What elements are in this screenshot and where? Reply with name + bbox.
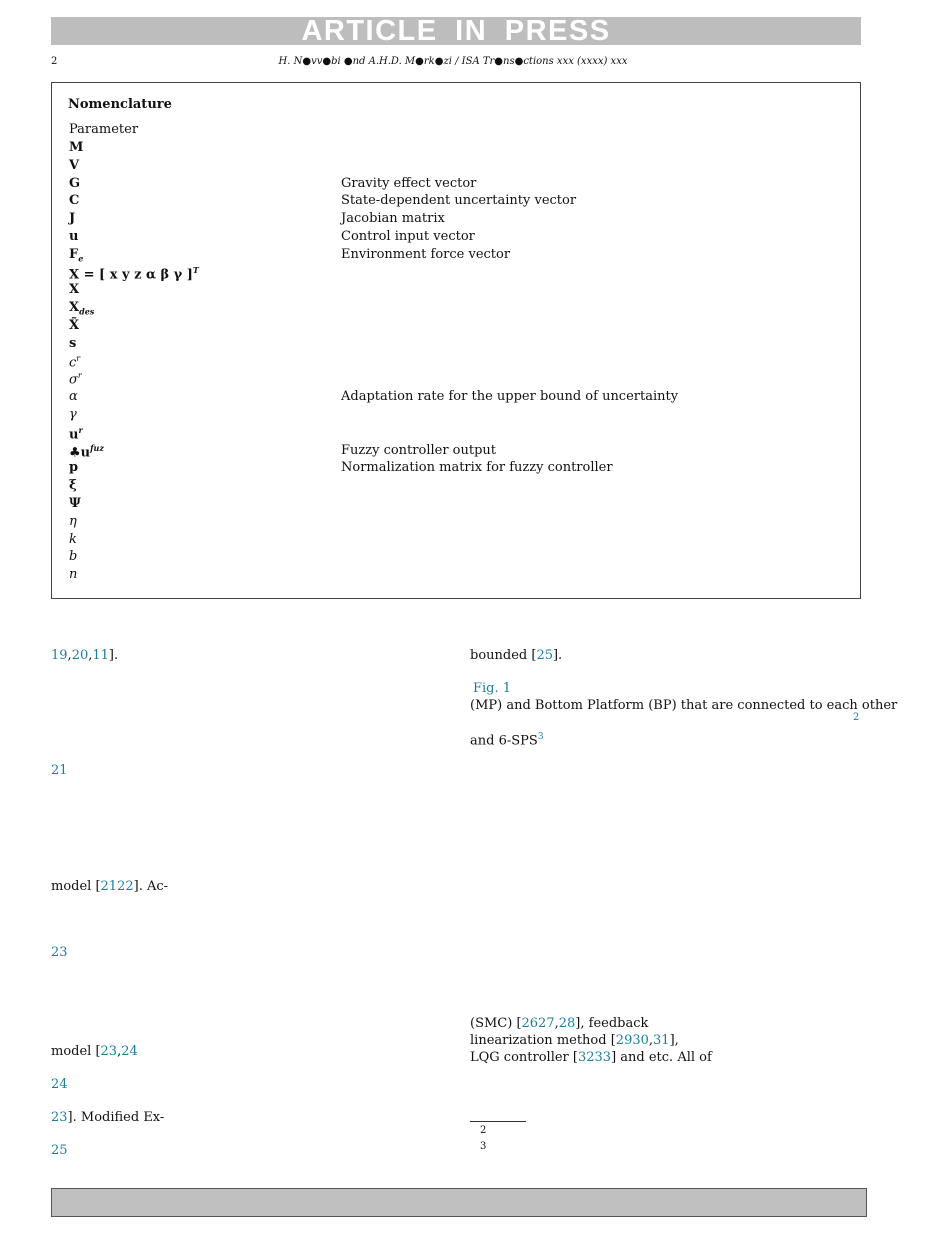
nomenclature-symbol xyxy=(69,282,79,297)
symbol-base: ♣u xyxy=(69,444,91,460)
text-fragment: ]. xyxy=(108,648,119,663)
nomenclature-row xyxy=(69,371,849,389)
symbol-base: b xyxy=(69,549,78,565)
nomenclature-row xyxy=(69,532,849,550)
text-fragment: model [ xyxy=(51,1044,101,1059)
nomenclature-row xyxy=(69,265,849,283)
nomenclature-description: Adaptation rate for the upper bound of uncertainty xyxy=(341,389,679,405)
nomenclature-row xyxy=(69,318,849,336)
symbol-superscript: r xyxy=(78,424,83,435)
text-fragment: ]. Ac- xyxy=(133,879,169,894)
symbol-superscript: r xyxy=(77,371,82,381)
nomenclature-description: Fuzzy controller output xyxy=(341,442,497,458)
citation-link[interactable]: 11 xyxy=(92,648,109,663)
left-model-line-1 xyxy=(51,879,168,894)
right-bounded-line xyxy=(470,648,562,663)
symbol-base: n xyxy=(69,567,78,583)
citation-link[interactable]: 28 xyxy=(558,1016,576,1031)
citation-link[interactable]: 24 xyxy=(51,1077,68,1092)
nomenclature-symbol xyxy=(69,158,79,173)
citation-link[interactable]: 23 xyxy=(51,1110,68,1125)
citation-link[interactable]: 25 xyxy=(51,1143,68,1158)
footnote-number: 2 xyxy=(480,1125,487,1136)
nomenclature-row xyxy=(69,336,849,354)
text-fragment: ]. Modified Ex- xyxy=(67,1110,165,1125)
nomenclature-symbol xyxy=(69,140,83,155)
right-smc-line: (SMC) [2627,28], feedback xyxy=(470,1016,649,1031)
citation-link[interactable]: 19 xyxy=(51,648,68,663)
nomenclature-symbol xyxy=(69,478,77,493)
nomenclature-row xyxy=(69,176,849,194)
citation-link[interactable]: 21 xyxy=(51,763,68,778)
nomenclature-description: Gravity effect vector xyxy=(341,175,477,191)
text-fragment: bounded [ xyxy=(470,648,537,663)
symbol-superscript: T xyxy=(192,264,199,275)
nomenclature-box xyxy=(51,82,861,599)
symbol-base: M xyxy=(69,140,84,155)
nomenclature-symbol xyxy=(69,354,80,370)
footnote-number: 3 xyxy=(480,1141,487,1152)
nomenclature-symbol xyxy=(69,496,81,511)
nomenclature-row xyxy=(69,443,849,461)
right-sps-line xyxy=(470,732,544,748)
nomenclature-row xyxy=(69,354,849,372)
nomenclature-symbol xyxy=(69,549,77,564)
nomenclature-symbol xyxy=(69,265,199,282)
symbol-base: p xyxy=(69,460,79,476)
symbol-base: Ψ xyxy=(69,496,81,511)
citation-link[interactable]: 25 xyxy=(536,648,553,663)
nomenclature-header: Parameter xyxy=(69,122,139,137)
nomenclature-description: Normalization matrix for fuzzy controller xyxy=(341,460,613,476)
nomenclature-row xyxy=(69,300,849,318)
text-fragment: linearization method [ xyxy=(470,1033,616,1048)
citation-link[interactable]: 2122 xyxy=(100,879,134,894)
text-fragment: ], feedback xyxy=(575,1016,649,1031)
left-modified-line xyxy=(51,1110,164,1125)
running-head: H. N●vv●bi ●nd A.H.D. M●rk●zi / ISA Tr●ns●ctions xxx (xxxx) xxx xyxy=(278,56,628,67)
article-in-press-banner: ARTICLE IN PRESS xyxy=(51,17,861,45)
citation-link[interactable]: 31 xyxy=(653,1033,670,1048)
nomenclature-row xyxy=(69,229,849,247)
nomenclature-row xyxy=(69,140,849,158)
nomenclature-row xyxy=(69,478,849,496)
citation-link[interactable]: 23 xyxy=(51,945,68,960)
nomenclature-symbol xyxy=(69,300,94,317)
nomenclature-symbol xyxy=(69,514,77,529)
symbol-base: k xyxy=(69,531,77,547)
nomenclature-symbol xyxy=(69,211,75,226)
nomenclature-symbol xyxy=(69,532,77,547)
nomenclature-symbol xyxy=(69,247,83,264)
nomenclature-symbol xyxy=(69,407,77,422)
symbol-base: C xyxy=(69,193,80,209)
symbol-base: X xyxy=(69,282,80,298)
nomenclature-row xyxy=(69,158,849,176)
nomenclature-row xyxy=(69,549,849,567)
nomenclature-symbol xyxy=(69,567,77,582)
left-refs-line: 19,20,11]. xyxy=(51,648,119,663)
symbol-base: F xyxy=(69,246,79,262)
citation-link[interactable]: 2930 xyxy=(615,1033,649,1048)
symbol-subscript: des xyxy=(79,306,95,317)
footnote-marker[interactable]: 3 xyxy=(537,732,544,742)
text-fragment: LQG controller [ xyxy=(470,1050,578,1065)
nomenclature-symbol xyxy=(69,336,76,351)
nomenclature-symbol xyxy=(69,318,79,333)
nomenclature-title: Nomenclature xyxy=(68,97,172,112)
symbol-base: u xyxy=(69,427,79,443)
text-fragment: (SMC) [ xyxy=(470,1016,522,1031)
citation-link[interactable]: 3233 xyxy=(577,1050,612,1065)
nomenclature-row xyxy=(69,407,849,425)
symbol-base: c xyxy=(69,354,77,370)
nomenclature-symbol xyxy=(69,176,80,191)
symbol-base: σ xyxy=(69,372,78,388)
nomenclature-row xyxy=(69,247,849,265)
symbol-superscript: fuz xyxy=(90,442,104,453)
page-number: 2 xyxy=(51,56,58,67)
nomenclature-symbol xyxy=(69,425,83,442)
right-mp-line: (MP) and Bottom Platform (BP) that are connected to each other xyxy=(470,698,898,713)
nomenclature-symbol xyxy=(69,443,104,460)
text-fragment: model [ xyxy=(51,879,101,894)
nomenclature-row xyxy=(69,496,849,514)
symbol-base: γ xyxy=(69,407,77,422)
text-fragment: ]. xyxy=(552,648,563,663)
nomenclature-description: Control input vector xyxy=(341,229,475,244)
symbol-base: V xyxy=(69,157,80,173)
symbol-base: s xyxy=(69,335,77,351)
symbol-base: α xyxy=(69,389,78,405)
nomenclature-row xyxy=(69,567,849,585)
symbol-base: ξ xyxy=(69,478,77,494)
nomenclature-row xyxy=(69,282,849,300)
symbol-subscript: e xyxy=(78,253,84,264)
nomenclature-row xyxy=(69,460,849,478)
figure-link[interactable]: Fig. 1 xyxy=(473,681,512,696)
symbol-base: η xyxy=(69,513,77,529)
symbol-base: X = [ x y z α β γ ] xyxy=(69,266,193,282)
nomenclature-row xyxy=(69,389,849,407)
symbol-base: X̃ xyxy=(69,318,80,333)
nomenclature-symbol xyxy=(69,389,78,404)
citation-link[interactable]: 20 xyxy=(71,648,89,663)
nomenclature-symbol xyxy=(69,229,78,244)
symbol-base: J xyxy=(69,211,76,227)
text-fragment: ], xyxy=(669,1033,679,1048)
symbol-base: G xyxy=(69,175,81,191)
nomenclature-symbol xyxy=(69,460,78,475)
nomenclature-description: Jacobian matrix xyxy=(341,211,445,227)
nomenclature-row xyxy=(69,193,849,211)
footer-bar xyxy=(51,1188,867,1217)
citation-link[interactable]: 23 xyxy=(100,1044,118,1059)
nomenclature-description: Environment force vector xyxy=(341,246,511,262)
left-model-line-2: model [23,24 xyxy=(51,1044,138,1059)
text-fragment: and 6-SPS xyxy=(470,733,538,749)
symbol-base: X xyxy=(69,300,80,316)
nomenclature-row xyxy=(69,211,849,229)
nomenclature-symbol xyxy=(69,193,79,208)
citation-link[interactable]: 2627 xyxy=(521,1016,555,1031)
footnote-rule xyxy=(470,1121,526,1122)
nomenclature-row xyxy=(69,514,849,532)
citation-link[interactable]: 24 xyxy=(121,1044,138,1059)
right-lqg-line xyxy=(470,1050,712,1065)
text-fragment: ] and etc. All of xyxy=(611,1050,712,1065)
footnote-marker[interactable]: 2 xyxy=(853,712,860,723)
symbol-base: u xyxy=(69,229,79,244)
symbol-superscript: r xyxy=(76,353,81,363)
right-linearization-line: linearization method [2930,31], xyxy=(470,1033,679,1048)
nomenclature-description: State-dependent uncertainty vector xyxy=(341,193,577,209)
nomenclature-symbol xyxy=(69,371,82,387)
nomenclature-row xyxy=(69,425,849,443)
